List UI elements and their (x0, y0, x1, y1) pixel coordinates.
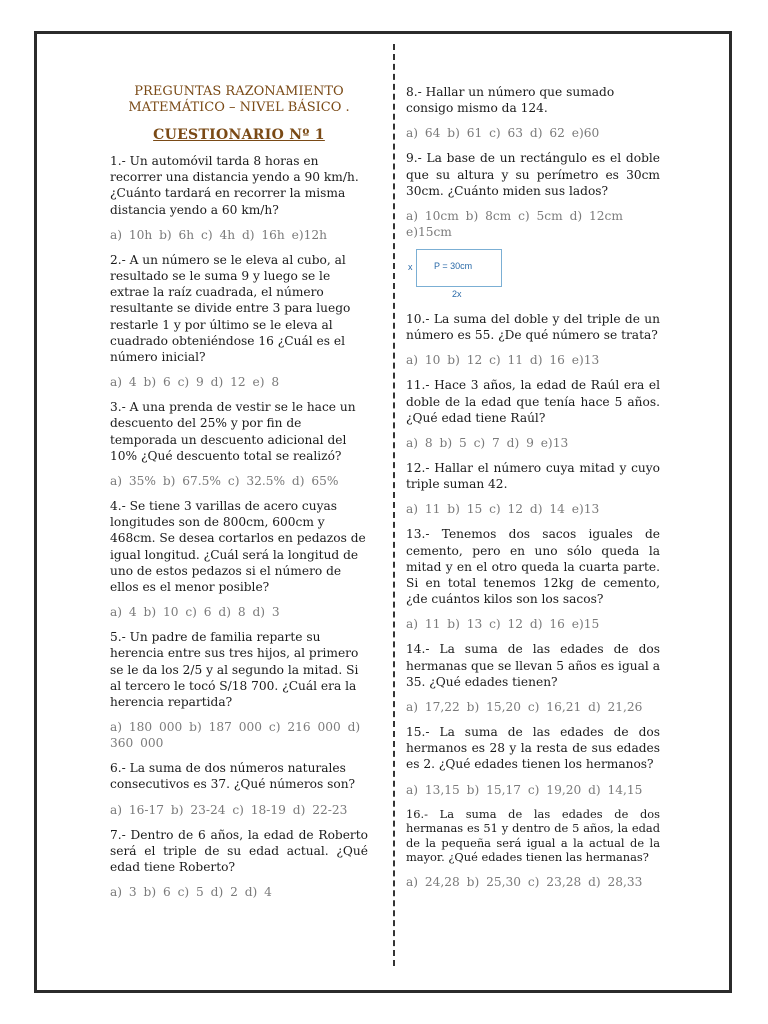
question-7-options: a) 3 b) 6 c) 5 d) 2 d) 4 (110, 885, 272, 900)
question-9-options: a) 10cm b) 8cm c) 5cm d) 12cm e)15cm (406, 209, 623, 240)
question-8-options: a) 64 b) 61 c) 63 d) 62 e)60 (406, 126, 600, 141)
question-3-options: a) 35% b) 67.5% c) 32.5% d) 65% (110, 474, 339, 489)
question-4-options: a) 4 b) 10 c) 6 d) 8 d) 3 (110, 605, 280, 620)
right-column (406, 84, 660, 899)
question-12: 12.- Hallar el número cuya mitad y cuyo triple suman 42. (406, 461, 660, 492)
column-divider (393, 44, 395, 966)
question-14: 14.- La suma de las edades de dos hermanas que se llevan 5 años es igual a 35. ¿Qué edades tienen? (406, 642, 660, 689)
rectangle-base-label: 2x (452, 289, 462, 300)
question-1: 1.- Un automóvil tarda 8 horas en recorrer una distancia yendo a 90 km/h. ¿Cuánto tardará en recorrer la misma distancia yendo a 60 km/h? (110, 154, 359, 217)
question-9: 9.- La base de un rectángulo es el doble que su altura y su perímetro es 30cm 30cm. ¿Cuánto miden sus lados? (406, 151, 660, 198)
question-2: 2.- A un número se le eleva al cubo, al resultado se le suma 9 y luego se le extrae la raíz cuadrada, el número resultante se divide entre 3 para luego restarle 1 y por último se le eleva al cuadrado obteniéndose 16 ¿Cuál es el número inicial? (110, 252, 351, 365)
question-15-options: a) 13,15 b) 15,17 c) 19,20 d) 14,15 (406, 782, 643, 797)
worksheet-title (110, 84, 368, 116)
question-13: 13.- Tenemos dos sacos iguales de cemento, pero en uno sólo queda la mitad y en el otro queda la cuarta parte. Si en total tenemos 12kg de cemento, ¿de cuántos kilos son los sacos? (406, 527, 660, 607)
question-6: 6.- La suma de dos números naturales consecutivos es 37. ¿Qué números son? (110, 761, 356, 792)
question-13-options: a) 11 b) 13 c) 12 d) 16 e)15 (406, 617, 600, 632)
question-7: 7.- Dentro de 6 años, la edad de Roberto será el triple de su edad actual. ¿Qué edad tiene Roberto? (110, 827, 368, 875)
question-10: 10.- La suma del doble y del triple de un número es 55. ¿De qué número se trata? (406, 312, 660, 343)
rectangle-height-label: x (408, 262, 413, 273)
question-10-options: a) 10 b) 12 c) 11 d) 16 e)13 (406, 353, 600, 368)
question-16-options: a) 24,28 b) 25,30 c) 23,28 d) 28,33 (406, 875, 643, 890)
worksheet-subtitle: CUESTIONARIO Nº 1 (153, 127, 325, 143)
left-column (110, 84, 368, 909)
question-5-options: a) 180 000 b) 187 000 c) 216 000 d) 360 000 (110, 720, 361, 751)
title-line-1: PREGUNTAS RAZONAMIENTO (134, 84, 344, 99)
rectangle-figure (406, 249, 660, 303)
question-3: 3.- A una prenda de vestir se le hace un descuento del 25% y por fin de temporada un descuento adicional del 10% ¿Qué descuento total se realizó? (110, 400, 356, 463)
question-15: 15.- La suma de las edades de dos hermanos es 28 y la resta de sus edades es 2. ¿Qué edades tienen los hermanos? (406, 725, 660, 772)
question-14-options: a) 17,22 b) 15,20 c) 16,21 d) 21,26 (406, 700, 643, 715)
question-5: 5.- Un padre de familia reparte su herencia entre sus tres hijos, al primero se le da los 2/5 y al segundo la mitad. Si al tercero le tocó S/18 700. ¿Cuál era la herencia repartida? (110, 630, 359, 710)
question-6-options: a) 16-17 b) 23-24 c) 18-19 d) 22-23 (110, 802, 348, 817)
question-11-options: a) 8 b) 5 c) 7 d) 9 e)13 (406, 436, 569, 451)
question-1-options: a) 10h b) 6h c) 4h d) 16h e)12h (110, 227, 327, 242)
question-8: 8.- Hallar un número que sumado consigo mismo da 124. (406, 85, 615, 116)
title-line-2: MATEMÁTICO – NIVEL BÁSICO . (128, 100, 350, 115)
question-16: 16.- La suma de las edades de dos hermanas es 51 y dentro de 5 años, la edad de la pequeña será igual a la actual de la mayor. ¿Qué edades tienen las hermanas? (406, 806, 660, 865)
question-12-options: a) 11 b) 15 c) 12 d) 14 e)13 (406, 502, 600, 517)
rectangle-perimeter-label: P = 30cm (434, 261, 473, 272)
question-2-options: a) 4 b) 6 c) 9 d) 12 e) 8 (110, 375, 280, 390)
question-4: 4.- Se tiene 3 varillas de acero cuyas longitudes son de 800cm, 600cm y 468cm. Se desea cortarlos en pedazos de igual longitud. ¿Cuál será la longitud de uno de estos pedazos si el número de ellos es el menor posible? (110, 499, 366, 595)
question-11: 11.- Hace 3 años, la edad de Raúl era el doble de la edad que tenía hace 5 años. ¿Qué edad tiene Raúl? (406, 378, 660, 425)
